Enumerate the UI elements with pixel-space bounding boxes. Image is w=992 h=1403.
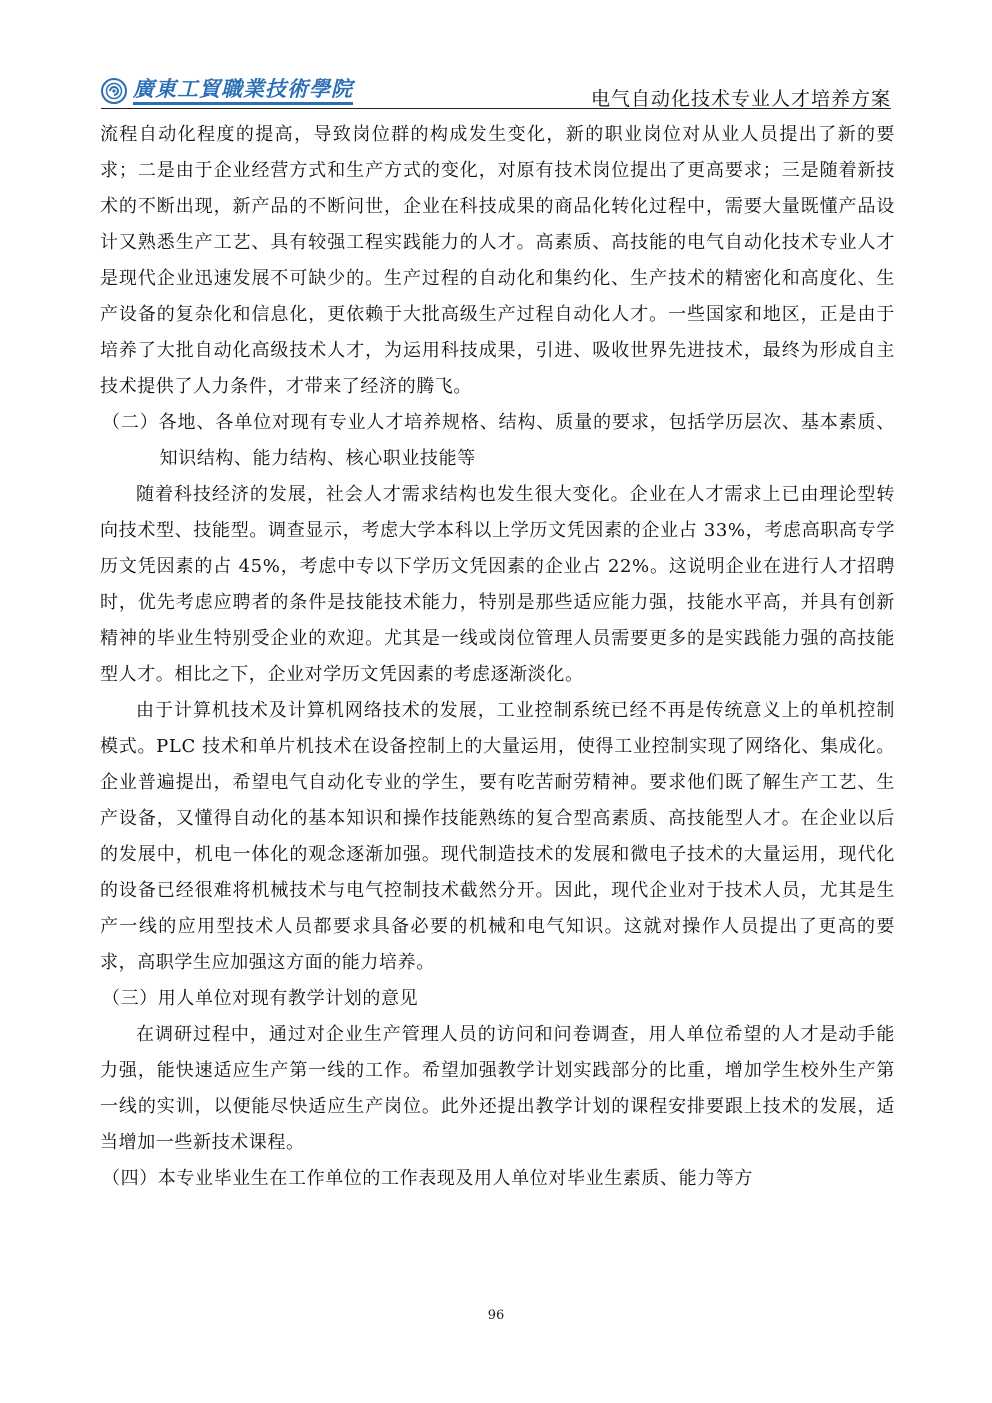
school-name-logo-text: 廣東工貿職業技術學院 (133, 76, 353, 105)
school-logo (101, 76, 353, 105)
body-paragraph: 在调研过程中，通过对企业生产管理人员的访问和问卷调查，用人单位希望的人才是动手能力强，能快速适应生产第一线的工作。希望加强教学计划实践部分的比重，增加学生校外生产第一线的实训，以便能尽快适应生产岗位。此外还提出教学计划的课程安排要跟上技术的发展，适当增加一些新技术课程。 (100, 1024, 895, 1153)
body-paragraph: 流程自动化程度的提高，导致岗位群的构成发生变化，新的职业岗位对从业人员提出了新的要求；二是由于企业经营方式和生产方式的变化，对原有技术岗位提出了更高要求；三是随着新技术的不断出现，新产品的不断问世，企业在科技成果的商品化转化过程中，需要大量既懂产品设计又熟悉生产工艺、具有较强工程实践能力的人才。高素质、高技能的电气自动化技术专业人才是现代企业迅速发展不可缺少的。生产过程的自动化和集约化、生产技术的精密化和高度化、生产设备的复杂化和信息化，更依赖于大批高级生产过程自动化人才。一些国家和地区，正是由于培养了大批自动化高级技术人才，为运用科技成果，引进、吸收世界先进技术，最终为形成自主技术提供了人力条件，才带来了经济的腾飞。 (100, 124, 895, 397)
document-body (100, 117, 895, 1197)
body-paragraph: 由于计算机技术及计算机网络技术的发展，工业控制系统已经不再是传统意义上的单机控制模式。PLC 技术和单片机技术在设备控制上的大量运用，使得工业控制实现了网络化、集成化。企业普遍提出，希望电气自动化专业的学生，要有吃苦耐劳精神。要求他们既了解生产工艺、生产设备，又懂得自动化的基本知识和操作技能熟练的复合型高素质、高技能型人才。在企业以后的发展中，机电一体化的观念逐渐加强。现代制造技术的发展和微电子技术的大量运用，现代化的设备已经很难将机械技术与电气控制技术截然分开。因此，现代企业对于技术人员，尤其是生产一线的应用型技术人员都要求具备必要的机械和电气知识。这就对操作人员提出了更高的要求，高职学生应加强这方面的能力培养。 (100, 700, 895, 973)
section-heading: （三）用人单位对现有教学计划的意见 (102, 988, 419, 1009)
section-heading: （二）各地、各单位对现有专业人才培养规格、结构、质量的要求，包括学历层次、基本素质、知识结构、能力结构、核心职业技能等 (102, 412, 895, 469)
body-paragraph: 随着科技经济的发展，社会人才需求结构也发生很大变化。企业在人才需求上已由理论型转向技术型、技能型。调查显示，考虑大学本科以上学历文凭因素的企业占 33%，考虑高职高专学历文凭因素的占 45%，考虑中专以下学历文凭因素的企业占 22%。这说明企业在进行人才招聘时，优先考虑应聘者的条件是技能技术能力，特别是那些适应能力强，技能水平高，并具有创新精神的毕业生特别受企业的欢迎。尤其是一线或岗位管理人员需要更多的是实践能力强的高技能型人才。相比之下，企业对学历文凭因素的考虑逐渐淡化。 (100, 484, 895, 685)
document-title: 电气自动化技术专业人才培养方案 (590, 88, 891, 110)
page-number: 96 (487, 1308, 505, 1323)
header-divider (101, 108, 891, 109)
school-emblem-icon (101, 78, 127, 104)
page-header (101, 74, 891, 110)
section-heading: （四）本专业毕业生在工作单位的工作表现及用人单位对毕业生素质、能力等方 (102, 1168, 753, 1189)
